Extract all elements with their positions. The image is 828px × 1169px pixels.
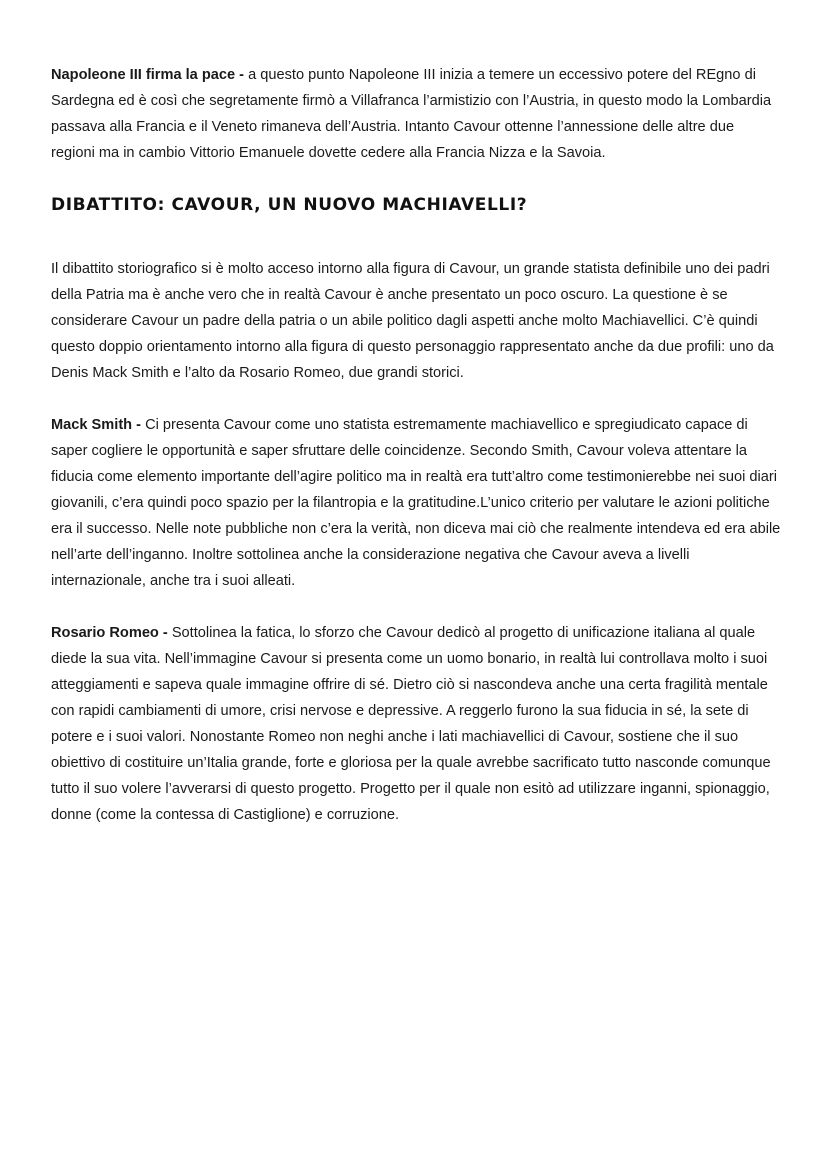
paragraph-text: Ci presenta Cavour come uno statista estremamente machiavellico e spregiudicato capace di saper cogliere le opportunità e saper sfruttare delle coincidenze. Secondo Smith, Cavour voleva attentare la fiducia come elemento importante dell’agire politico ma in realtà era tutt’altro come testimonierebbe nei suoi diari giovanili, c’era quindi poco spazio per la filantropia e la gratitudine.L’unico criterio per valutare le azioni politiche era il successo. Nelle note pubbliche non c’era la verità, non diceva mai ciò che realmente intendeva ed era abile nell’arte dell’inganno. Inoltre sottolinea anche la considerazione negativa che Cavour aveva a livelli internazionale, anche tra i suoi alleati.: [51, 417, 781, 589]
paragraph-napoleone-pace: [51, 62, 781, 166]
paragraph-rosario-romeo: [51, 620, 781, 828]
paragraph-text: Sottolinea la fatica, lo sforzo che Cavour dedicò al progetto di unificazione italiana al quale diede la sua vita. Nell’immagine Cavour si presenta come un uomo bonario, in realtà lui controllava molto i suoi atteggiamenti e sapeva quale immagine offrire di sé. Dietro ciò si nascondeva anche una certa fragilità mentale con rapidi cambiamenti di umore, crisi nervose e depressive. A reggerlo furono la sua fiducia in sé, la sete di potere e i suoi valori. Nonostante Romeo non neghi anche i lati machiavellici di Cavour, sostiene che il suo obiettivo di costituire un’Italia grande, forte e gloriosa per la quale avrebbe sacrificato tutto nasconde comunque tutto il suo volere l’avverarsi di questo progetto. Progetto per il quale non esitò ad utilizzare inganni, spionaggio, donne (come la contessa di Castiglione) e corruzione.: [51, 625, 771, 823]
paragraph-text: a questo punto Napoleone III inizia a temere un eccessivo potere del REgno di Sardegna ed è così che segretamente firmò a Villafranca l’armistizio con l’Austria, in questo modo la Lombardia passava alla Francia e il Veneto rimaneva dell’Austria. Intanto Cavour ottenne l’annessione delle altre due regioni ma in cambio Vittorio Emanuele dovette cedere alla Francia Nizza e la Savoia.: [51, 67, 772, 161]
paragraph-mack-smith: [51, 412, 781, 594]
paragraph-label: Mack Smith -: [51, 417, 142, 433]
section-heading: DIBATTITO: CAVOUR, UN NUOVO MACHIAVELLI?: [51, 195, 528, 215]
paragraph-intro: [51, 256, 781, 386]
paragraph-label: Napoleone III firma la pace -: [51, 67, 245, 83]
document-page: [51, 62, 781, 854]
paragraph-text: Il dibattito storiografico si è molto acceso intorno alla figura di Cavour, un grande statista definibile uno dei padri della Patria ma è anche vero che in realtà Cavour è anche presentato un poco oscuro. La questione è se considerare Cavour un padre della patria o un abile politico dagli aspetti anche molto Machiavellici. C’è quindi questo doppio orientamento intorno alla figura di questo personaggio rappresentato anche da due profili: uno da Denis Mack Smith e l’alto da Rosario Romeo, due grandi storici.: [51, 261, 774, 381]
paragraph-label: Rosario Romeo -: [51, 625, 168, 641]
